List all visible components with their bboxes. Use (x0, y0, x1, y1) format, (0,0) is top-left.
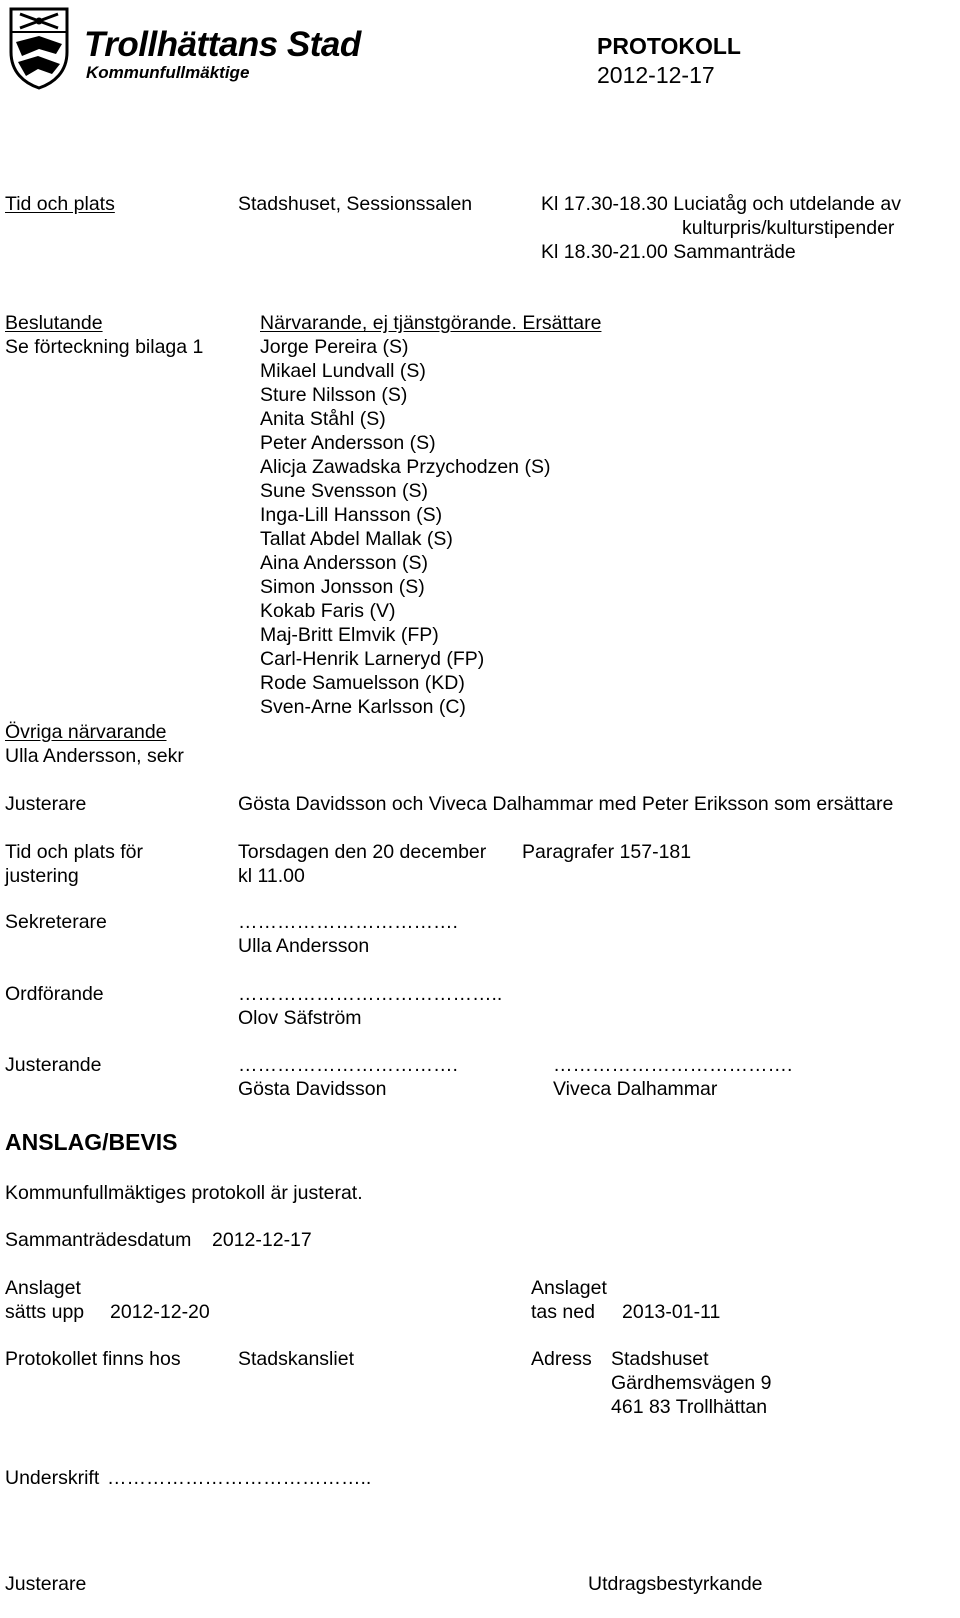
footer-adjuster-label: Justerare (5, 1573, 87, 1595)
address-line-1: Stadshuset (611, 1348, 709, 1370)
member-name: Mikael Lundvall (S) (260, 360, 426, 382)
member-name: Aina Andersson (S) (260, 552, 429, 574)
member-name: Jorge Pereira (S) (260, 336, 409, 358)
adjusting-label: Justerande (5, 1054, 102, 1076)
adjust-time-label-1: Tid och plats för (5, 841, 144, 863)
organization-subtitle: Kommunfullmäktige (86, 63, 250, 82)
present-not-serving-label: Närvarande, ej tjänstgörande. Ersättare (260, 312, 602, 334)
member-name: Kokab Faris (V) (260, 600, 396, 622)
adjust-time: kl 11.00 (238, 865, 305, 887)
member-name: Sune Svensson (S) (260, 480, 429, 502)
secretary-label: Sekreterare (5, 911, 107, 933)
posted-date: 2012-12-20 (110, 1301, 210, 1323)
member-name: Carl-Henrik Larneryd (FP) (260, 648, 485, 670)
signature-line: ………………………………….. (107, 1467, 372, 1489)
chair-signature-line: ………………………………….. (238, 983, 503, 1005)
schedule-line-3: Kl 18.30-21.00 Sammanträde (541, 241, 796, 263)
meeting-date: 2012-12-17 (212, 1229, 312, 1251)
kept-label: Protokollet finns hos (5, 1348, 181, 1370)
adjuster-2-name: Viveca Dalhammar (553, 1078, 718, 1100)
schedule-line-1: Kl 17.30-18.30 Luciatåg och utdelande av (541, 193, 901, 215)
signature-label: Underskrift (5, 1467, 100, 1489)
member-name: Maj-Britt Elmvik (FP) (260, 624, 439, 646)
member-name: Sture Nilsson (S) (260, 384, 408, 406)
member-name: Rode Samuelsson (KD) (260, 672, 465, 694)
notice-title: ANSLAG/BEVIS (5, 1129, 178, 1155)
city-crest-icon (8, 6, 70, 90)
document-date: 2012-12-17 (597, 62, 715, 88)
member-name: Alicja Zawadska Przychodzen (S) (260, 456, 551, 478)
chair-name: Olov Säfström (238, 1007, 362, 1029)
removed-date: 2013-01-11 (622, 1301, 721, 1323)
adjusters-value: Gösta Davidsson och Viveca Dalhammar med Peter Eriksson som ersättare (238, 793, 894, 815)
substitute-members-list (260, 335, 550, 719)
secretary-signature-line: ……………………………. (238, 911, 458, 933)
deciding-sublabel: Se förteckning bilaga 1 (5, 336, 204, 358)
address-line-2: Gärdhemsvägen 9 (611, 1372, 772, 1394)
adjust-date: Torsdagen den 20 december (238, 841, 487, 863)
footer-certification-label: Utdragsbestyrkande (588, 1573, 763, 1595)
member-name: Inga-Lill Hansson (S) (260, 504, 443, 526)
member-name: Simon Jonsson (S) (260, 576, 425, 598)
posted-label-1: Anslaget (5, 1277, 81, 1299)
removed-label-1: Anslaget (531, 1277, 607, 1299)
adjusters-label: Justerare (5, 793, 87, 815)
adjuster-1-name: Gösta Davidsson (238, 1078, 387, 1100)
meeting-date-label: Sammanträdesdatum (5, 1229, 192, 1251)
member-name: Anita Ståhl (S) (260, 408, 386, 430)
others-present-label: Övriga närvarande (5, 721, 167, 743)
member-name: Sven-Arne Karlsson (C) (260, 696, 466, 718)
member-name: Tallat Abdel Mallak (S) (260, 528, 453, 550)
kept-at: Stadskansliet (238, 1348, 354, 1370)
others-present-value: Ulla Andersson, sekr (5, 745, 184, 767)
chair-label: Ordförande (5, 983, 104, 1005)
adjust-time-label-2: justering (5, 865, 79, 887)
notice-statement: Kommunfullmäktiges protokoll är justerat. (5, 1182, 363, 1204)
adjuster-1-signature-line: ……………………………. (238, 1054, 458, 1076)
member-name: Peter Andersson (S) (260, 432, 436, 454)
schedule-line-2: kulturpris/kulturstipender (682, 217, 895, 239)
adjuster-2-signature-line: ………………………………. (553, 1054, 793, 1076)
paragraphs: Paragrafer 157-181 (522, 841, 692, 863)
secretary-name: Ulla Andersson (238, 935, 370, 957)
removed-label-2: tas ned (531, 1301, 595, 1323)
meeting-place: Stadshuset, Sessionssalen (238, 193, 473, 215)
time-place-label: Tid och plats (5, 193, 115, 215)
address-label: Adress (531, 1348, 592, 1370)
posted-label-2: sätts upp (5, 1301, 85, 1323)
address-line-3: 461 83 Trollhättan (611, 1396, 768, 1418)
organization-name: Trollhättans Stad (84, 25, 361, 64)
document-type: PROTOKOLL (597, 33, 741, 59)
deciding-label: Beslutande (5, 312, 103, 334)
